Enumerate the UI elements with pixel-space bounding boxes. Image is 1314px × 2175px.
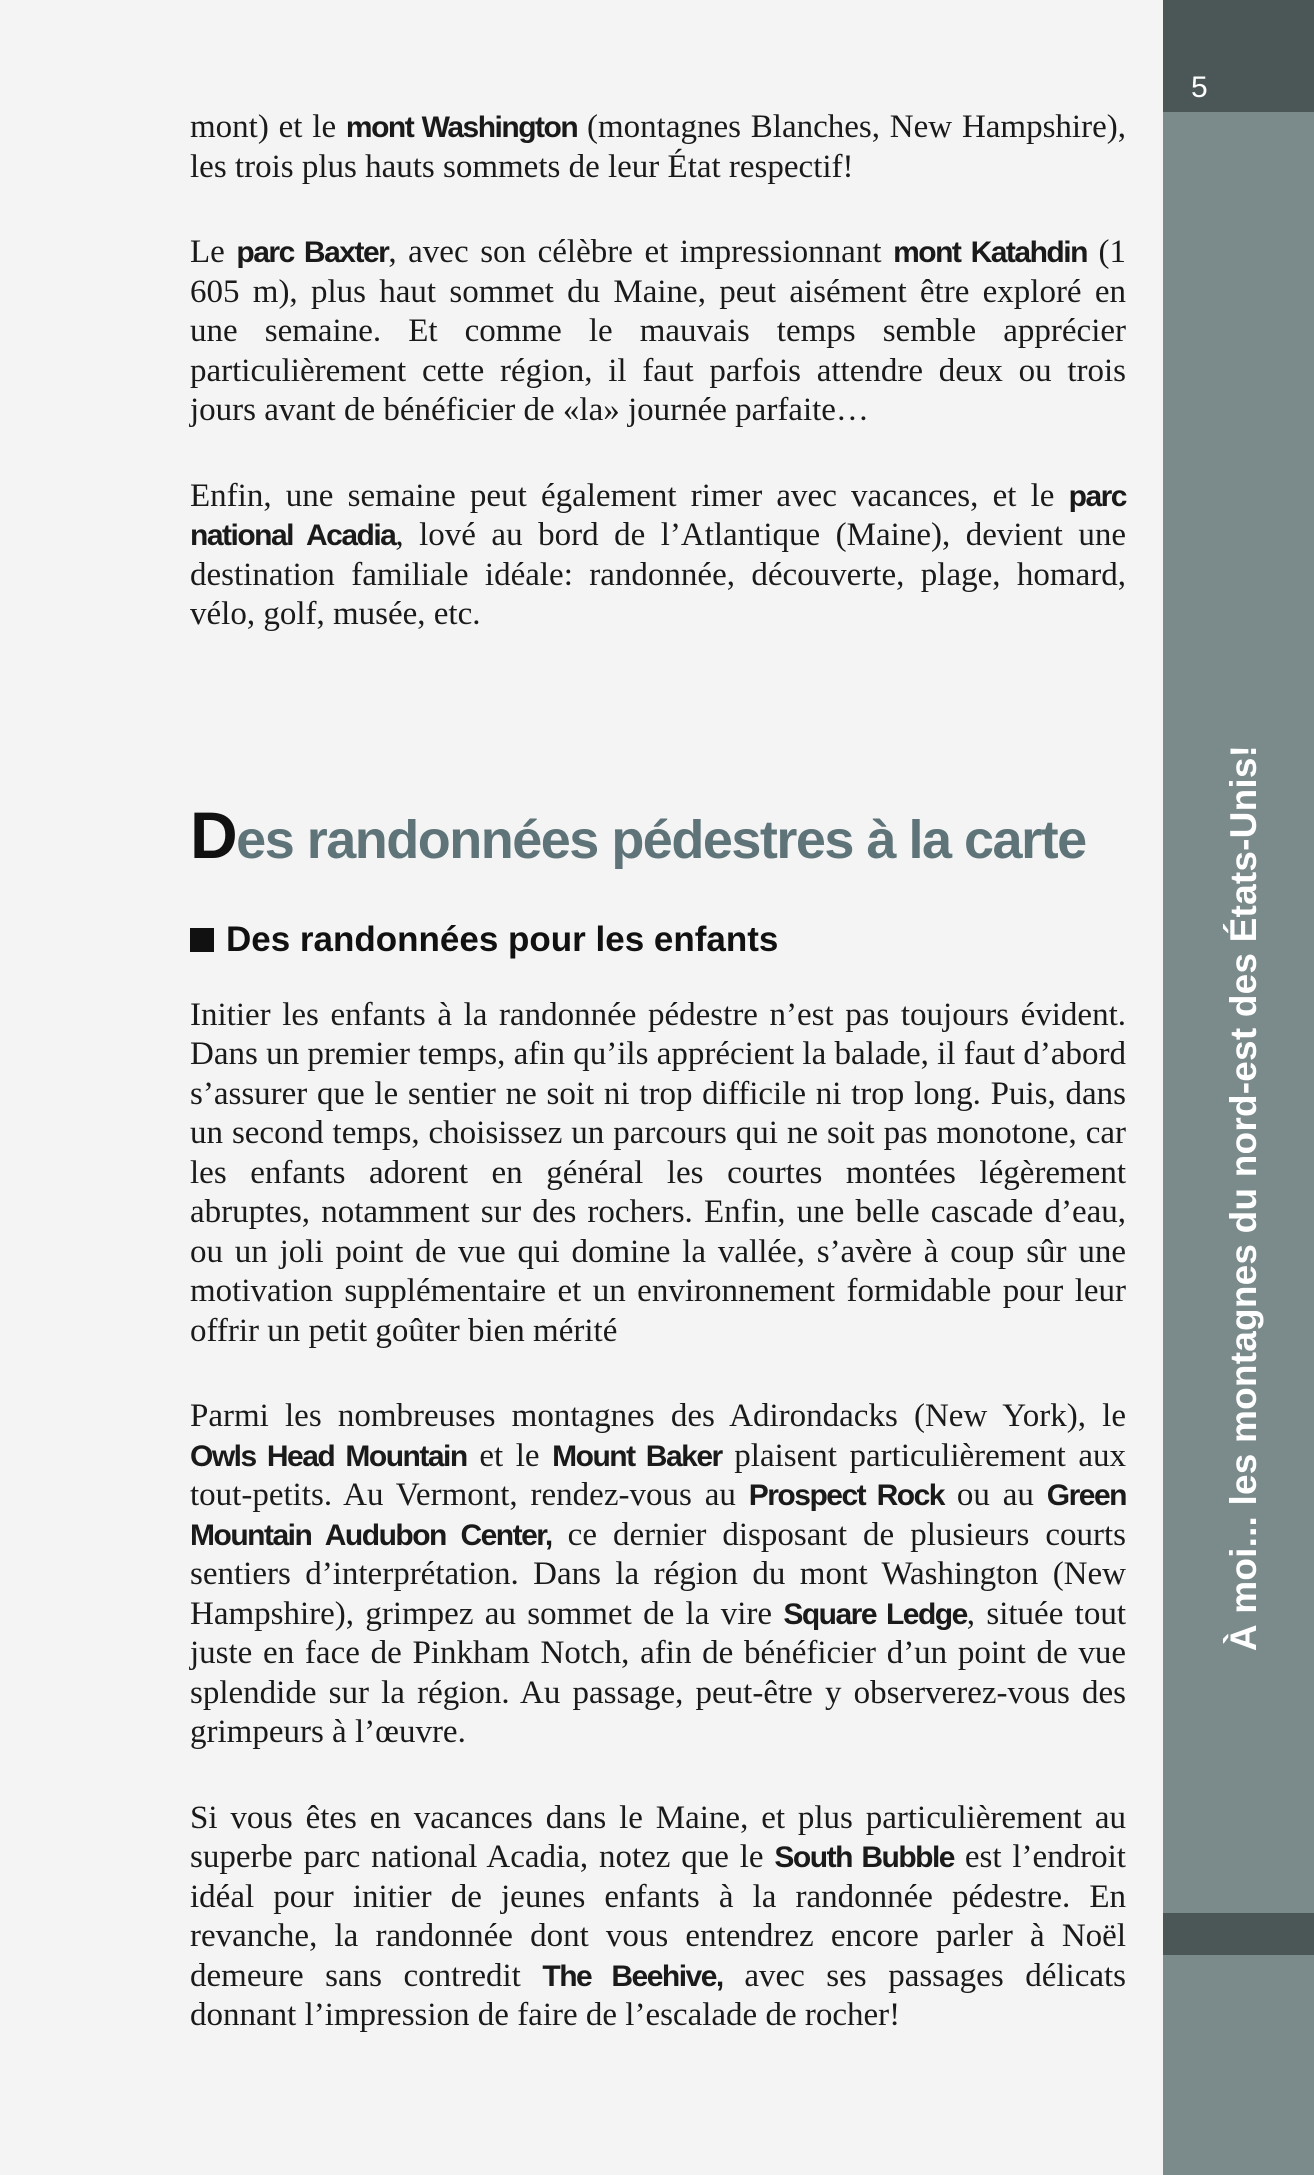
paragraph-children-intro bbox=[190, 996, 1126, 1352]
text: plaisent particulièrement aux tout-petits. Au Vermont, rendez-vous au bbox=[190, 1437, 1127, 1513]
text: ce dernier disposant de plusieurs courts sentiers d’interprétation. Dans la région du mont Washington (New Hampshire), grimpez au sommet de la vire bbox=[190, 1516, 1126, 1632]
text: Le bbox=[190, 234, 237, 270]
subheading-text: Des randonnées pour les enfants bbox=[226, 919, 779, 959]
paragraph-adirondacks bbox=[190, 1397, 1126, 1753]
place-name: Square Ledge bbox=[783, 1597, 967, 1631]
text: Si vous êtes en vacances dans le Maine, et plus particulièrement au superbe parc national Acadia, notez que le bbox=[190, 1799, 1126, 1875]
text: Enfin, une semaine peut également rimer avec vacances, et le bbox=[190, 477, 1069, 514]
place-name: parc national Acadia bbox=[190, 479, 1126, 552]
paragraph-intro-1 bbox=[190, 108, 1126, 187]
text: Initier les enfants à la randonnée pédestre n’est pas toujours évident. Dans un premier temps, afin qu’ils apprécient la balade, il faut d’abord s’assurer que le sentier ne soit ni trop difficile ni trop long. Puis, dans un second temps, choisissez un parcours qui ne soit pas monotone, car les enfants adorent en général les courtes montées légèrement abruptes, notamment sur des rochers. Enfin, une belle cascade d’eau, ou un joli point de vue qui domine la vallée, s’avère à coup sûr une motivation supplémentaire et un environnement formidable pour leur offrir un petit goûter bien mérité bbox=[190, 996, 1126, 1349]
text: Parmi les nombreuses montagnes des Adirondacks (New York), le bbox=[190, 1398, 1126, 1434]
running-title bbox=[1219, 525, 1270, 1870]
chapter-sidebar bbox=[1163, 0, 1314, 2175]
place-name: Prospect Rock bbox=[748, 1479, 944, 1512]
text: mont) et le bbox=[190, 109, 346, 145]
text: , lové au bord de l’Atlantique (Maine), devient une destination familiale idéale: randonnée, découverte, plage, homard, vélo, golf, musée, etc. bbox=[190, 517, 1126, 632]
paragraph-baxter bbox=[190, 233, 1126, 431]
page-content bbox=[190, 108, 1126, 2036]
square-bullet-icon bbox=[190, 928, 214, 952]
place-name: Mount Baker bbox=[552, 1439, 722, 1473]
text: est l’endroit idéal pour initier de jeunes enfants à la randonnée pédestre. En revanche, la randonnée dont vous entendrez encore parler à Noël demeure sans contredit bbox=[190, 1839, 1126, 1994]
place-name: mont Katahdin bbox=[893, 236, 1087, 269]
text: et le bbox=[466, 1437, 553, 1474]
page-number-tab bbox=[1163, 0, 1314, 112]
paragraph-acadia bbox=[190, 477, 1126, 635]
page-number: 5 bbox=[1191, 71, 1208, 104]
text: avec ses passages délicats donnant l’impression de faire de l’escalade de rocher! bbox=[190, 1957, 1127, 2033]
subheading bbox=[190, 920, 1126, 960]
place-name: The Beehive, bbox=[542, 1959, 723, 1993]
place-name: Owls Head Mountain bbox=[190, 1439, 467, 1473]
text: (1 605 m), plus haut sommet du Maine, peut aisément être exploré en une semaine. Et comme le mauvais temps semble apprécier particulièrement cette région, il faut parfois attendre deux ou trois jours avant de bénéficier de «la» journée parfaite… bbox=[190, 234, 1126, 428]
text: , avec son célèbre et impressionnant bbox=[388, 234, 894, 270]
place-name: parc Baxter bbox=[236, 236, 389, 269]
text: , située tout juste en face de Pinkham Notch, afin de bénéficier d’un point de vue splendide sur la région. Au passage, peut-être y observerez-vous des grimpeurs à l’œuvre. bbox=[190, 1595, 1127, 1750]
place-name: South Bubble bbox=[774, 1841, 954, 1874]
sidebar-band bbox=[1163, 1913, 1314, 1955]
place-name: mont Washington bbox=[345, 111, 578, 144]
place-name: Green Mountain Audubon Center, bbox=[190, 1479, 1127, 1552]
text: ou au bbox=[943, 1477, 1047, 1513]
section-title bbox=[190, 797, 1126, 872]
text: (montagnes Blanches, New Hampshire), les trois plus hauts sommets de leur État respectif! bbox=[190, 109, 1126, 185]
paragraph-maine bbox=[190, 1799, 1126, 2036]
section-title-dropcap: D bbox=[190, 797, 237, 872]
running-title-text: À moi... les montagnes du nord-est des États-Unis! bbox=[1223, 744, 1265, 1651]
section-title-text: es randonnées pédestres à la carte bbox=[236, 809, 1086, 870]
